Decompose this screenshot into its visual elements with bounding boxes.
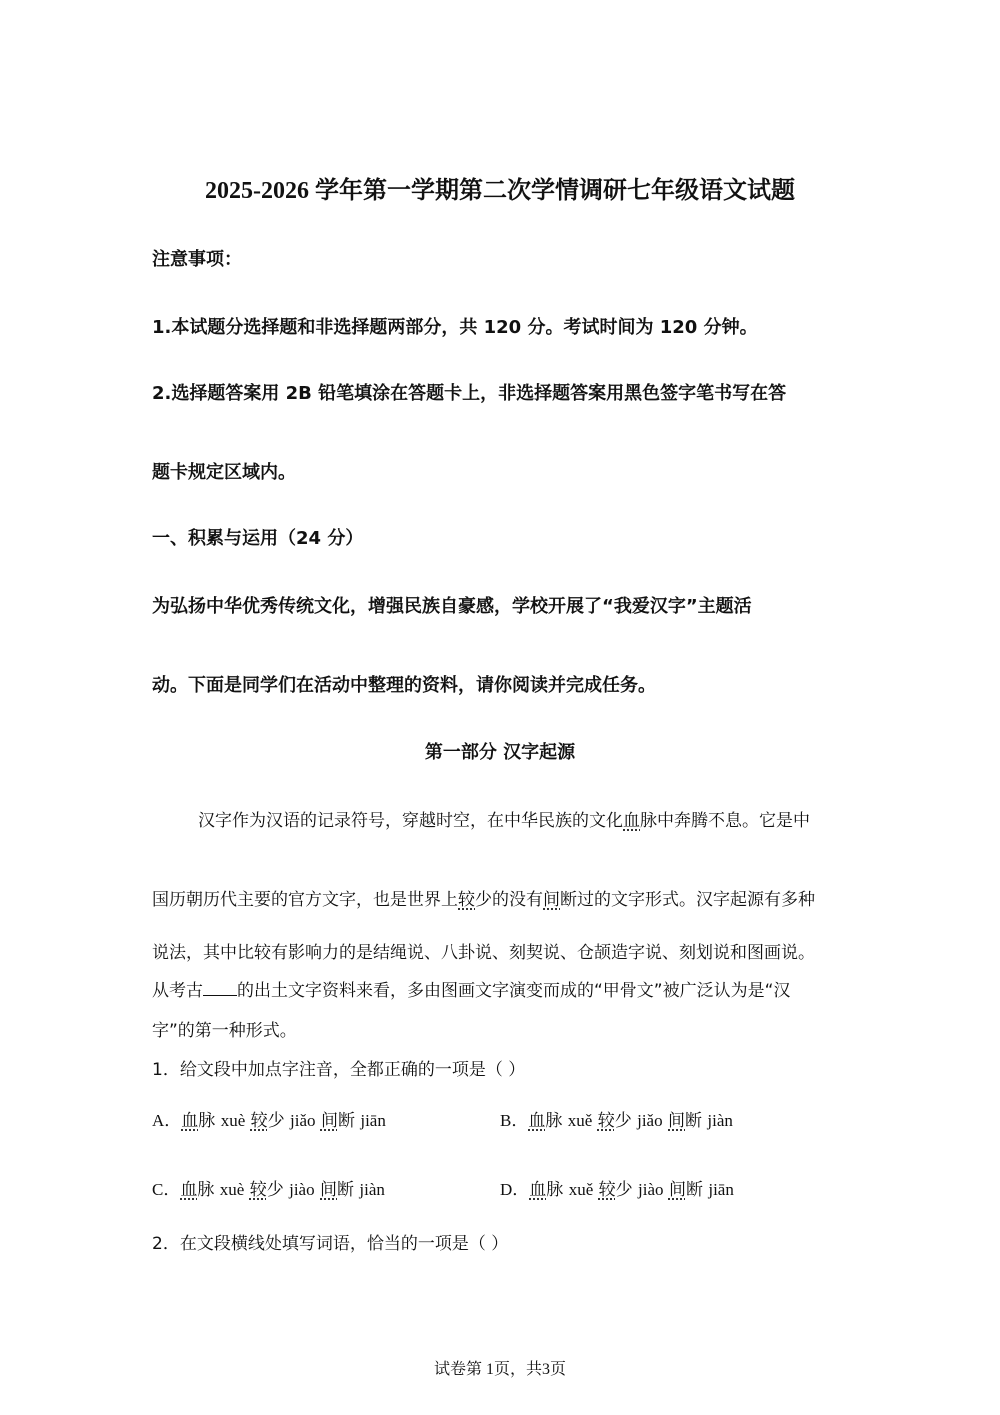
question-2-stem: 2．在文段横线处填写词语，恰当的一项是（ ） xyxy=(152,1234,509,1254)
section-heading: 一、积累与运用（24 分） xyxy=(152,528,364,549)
dotted-char: 间 xyxy=(320,1111,338,1131)
pinyin: jiān xyxy=(360,1111,386,1130)
dotted-char: 间 xyxy=(543,890,560,910)
dotted-char: 血 xyxy=(529,1180,547,1200)
pinyin: jiàn xyxy=(707,1111,733,1130)
passage-text: 断过的文字形式。汉字起源有多种 xyxy=(560,890,815,910)
option-word: 脉 xyxy=(546,1180,564,1200)
option-word: 脉 xyxy=(545,1111,563,1131)
option-label: D． xyxy=(500,1180,530,1199)
passage-text: 国历朝历代主要的官方文字，也是世界上 xyxy=(152,890,458,910)
passage-line-1 xyxy=(198,806,810,831)
pinyin: jiān xyxy=(708,1180,734,1199)
option-word: 断 xyxy=(337,1180,355,1200)
dotted-char: 较 xyxy=(249,1180,267,1200)
pinyin: jiào xyxy=(638,1180,664,1199)
dotted-char: 间 xyxy=(668,1180,686,1200)
dotted-char: 间 xyxy=(320,1180,338,1200)
passage-line-4 xyxy=(152,976,790,1001)
notice-item-2-line-1: 2.选择题答案用 2B 铅笔填涂在答题卡上，非选择题答案用黑色签字笔书写在答 xyxy=(152,383,787,404)
notice-item-1: 1.本试题分选择题和非选择题两部分，共 120 分。考试时间为 120 分钟。 xyxy=(152,317,758,338)
option-word: 少 xyxy=(266,1180,284,1200)
option-a xyxy=(152,1106,386,1131)
option-label: A． xyxy=(152,1111,182,1130)
part-heading: 第一部分 汉字起源 xyxy=(424,742,576,763)
passage-text: 汉字作为汉语的记录符号，穿越时空，在中华民族的文化 xyxy=(198,811,623,831)
dotted-char: 较 xyxy=(597,1111,615,1131)
section-intro-line-2: 动。下面是同学们在活动中整理的资料，请你阅读并完成任务。 xyxy=(152,675,656,696)
passage-text: 的出土文字资料来看，多由图画文字演变而成的“甲骨文”被广泛认为是“汉 xyxy=(237,981,791,1001)
dotted-char: 血 xyxy=(181,1111,199,1131)
passage-line-3: 说法，其中比较有影响力的是结绳说、八卦说、刻契说、仓颉造字说、刻划说和图画说。 xyxy=(152,943,815,963)
page-title: 2025-2026 学年第一学期第二次学情调研七年级语文试题 xyxy=(205,178,795,204)
section-intro-line-1: 为弘扬中华优秀传统文化，增强民族自豪感，学校开展了“我爱汉字”主题活 xyxy=(152,596,752,617)
pinyin: jiǎo xyxy=(637,1111,663,1130)
pinyin: jiǎo xyxy=(290,1111,316,1130)
pinyin: xuě xyxy=(567,1111,593,1130)
option-c xyxy=(152,1175,385,1200)
dotted-char: 血 xyxy=(180,1180,198,1200)
passage-text: 少的没有 xyxy=(475,890,543,910)
page-footer: 试卷第 1页，共3页 xyxy=(433,1361,566,1378)
option-word: 断 xyxy=(685,1180,703,1200)
option-label: B． xyxy=(500,1111,529,1130)
option-word: 少 xyxy=(267,1111,285,1131)
dotted-char: 血 xyxy=(623,811,640,831)
question-1-stem: 1．给文段中加点字注音，全都正确的一项是（ ） xyxy=(152,1060,526,1080)
option-word: 断 xyxy=(337,1111,355,1131)
option-word: 脉 xyxy=(198,1111,216,1131)
notice-heading: 注意事项： xyxy=(152,249,242,270)
dotted-char: 血 xyxy=(528,1111,546,1131)
pinyin: xuè xyxy=(220,1111,246,1130)
dotted-char: 间 xyxy=(668,1111,686,1131)
option-word: 脉 xyxy=(197,1180,215,1200)
option-label: C． xyxy=(152,1180,181,1199)
option-word: 少 xyxy=(615,1180,633,1200)
dotted-char: 较 xyxy=(250,1111,268,1131)
dotted-char: 较 xyxy=(598,1180,616,1200)
passage-line-2 xyxy=(152,885,815,910)
passage-text: 从考古 xyxy=(152,981,203,1001)
dotted-char: 较 xyxy=(458,890,475,910)
option-d xyxy=(500,1175,734,1200)
pinyin: xuè xyxy=(219,1180,245,1199)
notice-item-2-line-2: 题卡规定区域内。 xyxy=(152,462,296,483)
pinyin: jiàn xyxy=(359,1180,385,1199)
passage-text: 脉中奔腾不息。它是中 xyxy=(640,811,810,831)
passage-line-5: 字”的第一种形式。 xyxy=(152,1021,297,1041)
fill-blank xyxy=(203,994,237,996)
pinyin: jiào xyxy=(289,1180,315,1199)
option-word: 少 xyxy=(614,1111,632,1131)
option-b xyxy=(500,1106,733,1131)
pinyin: xuě xyxy=(568,1180,594,1199)
option-word: 断 xyxy=(685,1111,703,1131)
